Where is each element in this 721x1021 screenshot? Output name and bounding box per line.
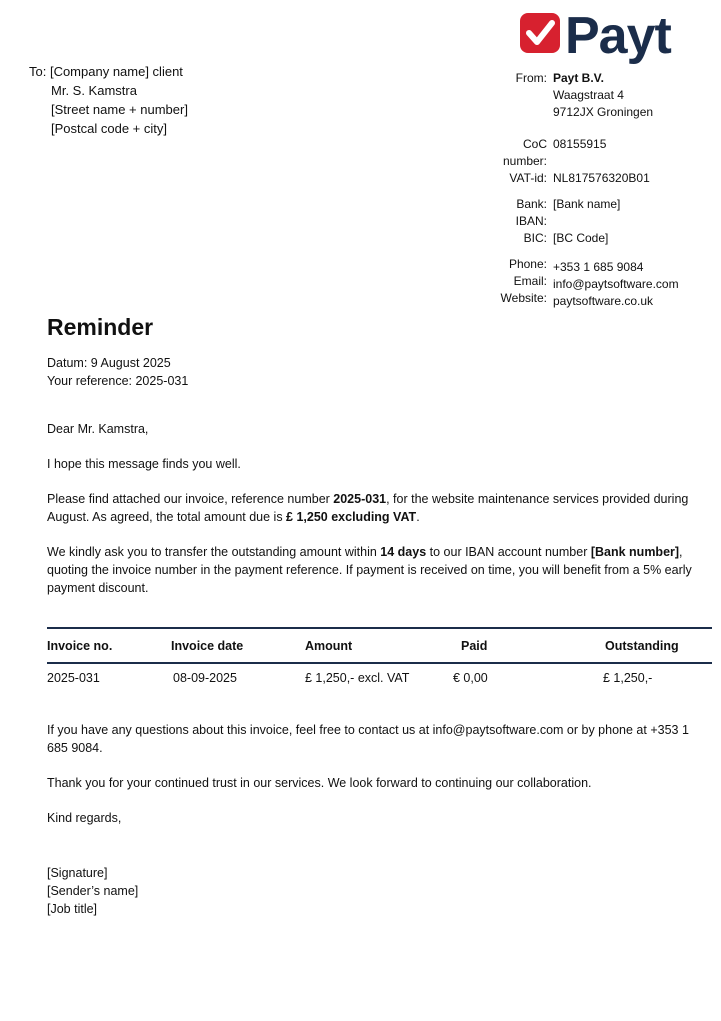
sender-city: 9712JX Groningen xyxy=(553,105,654,119)
cell-outstanding: £ 1,250,- xyxy=(603,671,653,685)
logo-wordmark: Payt xyxy=(565,7,671,65)
header-outstanding: Outstanding xyxy=(605,638,679,653)
letter-body xyxy=(47,420,712,614)
letter-closing xyxy=(47,721,712,844)
bic-code: [BC Code] xyxy=(553,231,609,245)
invoice-reference: 2025-031 xyxy=(333,492,387,506)
phone-label: Phone: xyxy=(508,257,547,271)
website-link[interactable]: paytsoftware.co.uk xyxy=(553,294,654,308)
coc-label: CoC number: xyxy=(502,137,547,168)
bank-number: [Bank number] xyxy=(590,545,680,559)
paragraph-greeting: I hope this message finds you well. xyxy=(47,457,241,471)
sender-block xyxy=(478,70,679,307)
letter-reference: Your reference: 2025-031 xyxy=(47,374,189,388)
recipient-to: To: [Company name] client xyxy=(29,64,183,79)
letter-meta xyxy=(47,354,188,390)
paragraph-invoice: Please find attached our invoice, reference number 2025-031, for the website maintenance services provided during August. As agreed, the total amount due is £ 1,250 excluding VAT. xyxy=(47,492,689,524)
cell-amount: £ 1,250,- excl. VAT xyxy=(305,671,410,685)
checkmark-icon xyxy=(519,12,561,54)
payt-logo xyxy=(519,7,679,68)
sender-name-line: [Sender’s name] xyxy=(47,884,139,898)
recipient-street: [Street name + number] xyxy=(51,102,188,117)
recipient-postal: [Postcal code + city] xyxy=(51,121,167,136)
bic-label: BIC: xyxy=(523,231,547,245)
phone-number: +353 1 685 9084 xyxy=(553,260,644,274)
vat-label: VAT-id: xyxy=(509,171,547,185)
amount-due: £ 1,250 excluding VAT xyxy=(286,510,417,524)
paragraph-payment: We kindly ask you to transfer the outstanding amount within 14 days to our IBAN account number [Bank number], quoting the invoice number in the payment reference. If payment is received on time, you will benefit from a 5% early payment discount. xyxy=(47,545,692,595)
sender-street: Waagstraat 4 xyxy=(553,88,624,102)
cell-invoice-no: 2025-031 xyxy=(47,671,100,685)
coc-number: 08155915 xyxy=(553,137,607,151)
header-invoice-date: Invoice date xyxy=(171,638,244,653)
page-title: Reminder xyxy=(47,314,154,340)
email-label: Email: xyxy=(513,274,547,288)
header-invoice-no: Invoice no. xyxy=(47,638,113,653)
bank-label: Bank: xyxy=(516,197,547,211)
cell-paid: € 0,00 xyxy=(453,671,488,685)
bank-name: [Bank name] xyxy=(553,197,621,211)
website-label: Website: xyxy=(500,291,547,305)
table-header-row xyxy=(47,629,712,662)
salutation: Dear Mr. Kamstra, xyxy=(47,422,149,436)
paragraph-thanks: Thank you for your continued trust in our services. We look forward to continuing our collaboration. xyxy=(47,776,592,790)
cell-invoice-date: 08-09-2025 xyxy=(173,671,237,685)
vat-id: NL817576320B01 xyxy=(553,171,650,185)
table-row xyxy=(47,664,712,692)
paragraph-questions: If you have any questions about this invoice, feel free to contact us at info@paytsoftware.com or by phone at +353 1 685 9084. xyxy=(47,723,689,755)
email-link[interactable]: info@paytsoftware.com xyxy=(553,277,679,291)
iban-label: IBAN: xyxy=(515,214,547,228)
invoice-table xyxy=(47,627,712,692)
from-label: From: xyxy=(515,71,547,85)
sender-name: Payt B.V. xyxy=(553,71,604,85)
signature-line: [Signature] xyxy=(47,866,108,880)
recipient-block xyxy=(29,62,188,138)
header-amount: Amount xyxy=(305,638,353,653)
header-paid: Paid xyxy=(461,638,488,653)
kind-regards: Kind regards, xyxy=(47,811,122,825)
letter-date: Datum: 9 August 2025 xyxy=(47,356,171,370)
payment-term: 14 days xyxy=(380,545,427,559)
job-title-line: [Job title] xyxy=(47,902,98,916)
recipient-name: Mr. S. Kamstra xyxy=(51,83,137,98)
signature-block xyxy=(47,864,138,918)
